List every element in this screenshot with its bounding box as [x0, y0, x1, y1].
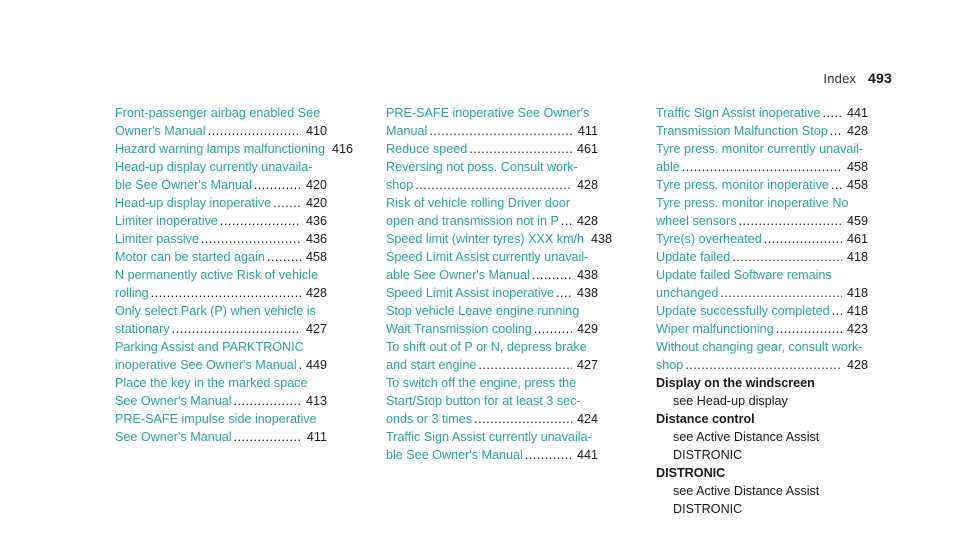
leader-dots: [830, 122, 842, 140]
page-ref: 438: [576, 286, 598, 300]
page-ref: 420: [305, 196, 327, 210]
index-entry[interactable]: [656, 338, 868, 374]
index-entry[interactable]: [386, 104, 598, 140]
entry-text: ble See Owner's Manual: [115, 178, 252, 192]
entry-text: Reduce speed: [386, 142, 468, 156]
page-ref: 423: [846, 322, 868, 336]
index-terms: [656, 374, 868, 518]
leader-dots: [273, 194, 301, 212]
page-ref: 411: [577, 124, 598, 138]
page-ref: 411: [306, 430, 327, 444]
entry-text: ble See Owner's Manual: [386, 448, 523, 462]
page-ref: 458: [846, 178, 868, 192]
index-term: Distance control: [656, 412, 755, 426]
index-entry[interactable]: [656, 104, 868, 122]
entry-text: PRE-SAFE impulse side inoperative: [115, 412, 317, 426]
leader-dots: [254, 176, 301, 194]
leader-dots: [234, 428, 301, 446]
index-entry[interactable]: [386, 428, 598, 464]
entry-text: Head-up display inoperative: [115, 196, 272, 210]
entry-text: able See Owner's Manual: [386, 268, 530, 282]
entry-text: Tyre(s) overheated: [656, 232, 762, 246]
entry-text: and start engine: [386, 358, 477, 372]
index-entry[interactable]: [656, 194, 868, 230]
index-entry[interactable]: [115, 374, 327, 410]
entry-text: stationary: [115, 322, 170, 336]
entry-text: Speed limit (winter tyres) XXX km/h: [386, 232, 585, 246]
page-ref: 436: [305, 214, 327, 228]
entry-text: PRE-SAFE inoperative See Owner's: [386, 106, 590, 120]
leader-dots: [469, 140, 572, 158]
page-ref: 410: [305, 124, 327, 138]
leader-dots: [172, 320, 301, 338]
index-entry[interactable]: [115, 266, 327, 302]
index-entry[interactable]: [115, 158, 327, 194]
entry-text: See Owner's Manual: [115, 430, 232, 444]
index-entry[interactable]: [115, 338, 327, 374]
entry-text: To shift out of P or N, depress brake: [386, 340, 587, 354]
index-term-block: [656, 464, 868, 518]
entry-text: Transmission Malfunction Stop: [656, 124, 828, 138]
index-entry[interactable]: [656, 140, 868, 176]
index-entry[interactable]: [115, 104, 327, 140]
entry-text: Risk of vehicle rolling Driver door: [386, 196, 571, 210]
page-ref: 438: [576, 268, 598, 282]
index-term: Display on the windscreen: [656, 376, 815, 390]
entry-text: Traffic Sign Assist currently unavaila-: [386, 430, 592, 444]
index-entry[interactable]: [386, 248, 598, 284]
entry-text: Update failed: [656, 250, 731, 264]
entry-text: Parking Assist and PARKTRONIC: [115, 340, 304, 354]
leader-dots: [534, 320, 572, 338]
index-entry[interactable]: [386, 194, 598, 230]
leader-dots: [685, 356, 842, 374]
entry-text: Tyre press. monitor inoperative: [656, 178, 829, 192]
page-ref: 428: [576, 214, 598, 228]
page-ref: 429: [576, 322, 598, 336]
page-number: 493: [868, 70, 892, 86]
index-entry[interactable]: [656, 248, 868, 266]
entry-text: Owner's Manual: [115, 124, 206, 138]
entry-text: unchanged: [656, 286, 719, 300]
page-ref: 436: [305, 232, 327, 246]
page-ref: 420: [305, 178, 327, 192]
index-column-3: [656, 104, 868, 518]
entry-text: Limiter inoperative: [115, 214, 218, 228]
entry-text: See Owner's Manual: [115, 394, 232, 408]
entry-text: wheel sensors: [656, 214, 737, 228]
entry-text: Limiter passive: [115, 232, 199, 246]
page-ref: 428: [846, 124, 868, 138]
see-reference[interactable]: see Active Distance Assist DISTRONIC: [673, 484, 820, 516]
entry-text: Hazard warning lamps malfunctioning: [115, 142, 325, 156]
entry-text: Wait Transmission cooling: [386, 322, 532, 336]
entry-text: Motor can be started again: [115, 250, 265, 264]
entry-text: shop: [386, 178, 414, 192]
leader-dots: [267, 248, 301, 266]
leader-dots: [151, 284, 301, 302]
entry-text: Without changing gear, consult work-: [656, 340, 863, 354]
leader-dots: [429, 122, 572, 140]
entry-text: Start/Stop button for at least 3 sec-: [386, 394, 581, 408]
index-term-block: [656, 410, 868, 464]
leader-dots: [732, 248, 842, 266]
leader-dots: [682, 158, 842, 176]
index-entry[interactable]: [115, 140, 353, 158]
leader-dots: [299, 356, 301, 374]
page-ref: 427: [305, 322, 327, 336]
section-label: Index: [823, 71, 857, 86]
page-header: [823, 70, 892, 86]
leader-dots: [561, 212, 572, 230]
leader-dots: [720, 284, 842, 302]
entry-text: Stop vehicle Leave engine running: [386, 304, 580, 318]
index-entry[interactable]: [386, 374, 598, 428]
page-ref: 458: [846, 160, 868, 174]
col3-entries: [656, 104, 868, 374]
page-ref: 416: [331, 142, 353, 156]
page-ref: 459: [846, 214, 868, 228]
entry-text: shop: [656, 358, 684, 372]
index-entry[interactable]: [115, 194, 327, 212]
page-ref: 441: [846, 106, 868, 120]
page-ref: 458: [305, 250, 327, 264]
page-ref: 428: [846, 358, 868, 372]
entry-text: Update failed Software remains: [656, 268, 832, 282]
leader-dots: [415, 176, 572, 194]
entry-text: To switch off the engine, press the: [386, 376, 577, 390]
entry-text: Head-up display currently unavaila-: [115, 160, 313, 174]
entry-text: Speed Limit Assist inoperative: [386, 286, 555, 300]
leader-dots: [556, 284, 572, 302]
entry-text: Speed Limit Assist currently unavail-: [386, 250, 589, 264]
page-ref: 413: [305, 394, 327, 408]
leader-dots: [208, 122, 301, 140]
page-ref: 418: [846, 304, 868, 318]
leader-dots: [478, 356, 572, 374]
index-entry[interactable]: [115, 248, 327, 266]
see-reference[interactable]: see Active Distance Assist DISTRONIC: [673, 430, 820, 462]
index-entry[interactable]: [656, 122, 868, 140]
entry-text: able: [656, 160, 680, 174]
page-ref: 418: [846, 250, 868, 264]
page-ref: 461: [576, 142, 598, 156]
page-ref: 424: [576, 412, 598, 426]
index-column-2: [386, 104, 613, 464]
page-ref: 438: [591, 232, 613, 246]
leader-dots: [234, 392, 301, 410]
leader-dots: [823, 104, 843, 122]
index-entry[interactable]: [656, 176, 868, 194]
leader-dots: [525, 446, 572, 464]
index-entry[interactable]: [386, 284, 598, 302]
leader-dots: [739, 212, 842, 230]
leader-dots: [474, 410, 572, 428]
leader-dots: [776, 320, 842, 338]
entry-text: onds or 3 times: [386, 412, 473, 426]
index-entry[interactable]: [115, 230, 327, 248]
index-entry[interactable]: [386, 338, 598, 374]
page-ref: 449: [305, 358, 327, 372]
entry-text: Front-passenger airbag enabled See: [115, 106, 321, 120]
entry-text: Only select Park (P) when vehicle is: [115, 304, 316, 318]
index-entry[interactable]: [656, 320, 868, 338]
index-entry[interactable]: [115, 212, 327, 230]
page-ref: 461: [846, 232, 868, 246]
page-ref: 428: [576, 178, 598, 192]
index-entry[interactable]: [656, 302, 868, 320]
entry-text: open and transmission not in P: [386, 214, 559, 228]
index-term: DISTRONIC: [656, 466, 726, 480]
leader-dots: [220, 212, 301, 230]
page-ref: 428: [305, 286, 327, 300]
leader-dots: [832, 302, 842, 320]
index-term-block: [656, 374, 868, 410]
leader-dots: [532, 266, 572, 284]
entry-text: Manual: [386, 124, 428, 138]
entry-text: Traffic Sign Assist inoperative: [656, 106, 821, 120]
index-entry[interactable]: [115, 410, 327, 446]
index-entry[interactable]: [386, 158, 598, 194]
entry-text: Tyre press. monitor currently unavail-: [656, 142, 864, 156]
entry-text: Place the key in the marked space: [115, 376, 308, 390]
entry-text: Update successfully completed: [656, 304, 830, 318]
page-ref: 441: [576, 448, 598, 462]
entry-text: N permanently active Risk of vehicle: [115, 268, 318, 282]
page-ref: 427: [576, 358, 598, 372]
see-reference[interactable]: see Head-up display: [673, 394, 788, 408]
entry-text: Wiper malfunctioning: [656, 322, 774, 336]
index-entry[interactable]: [386, 140, 598, 158]
leader-dots: [764, 230, 842, 248]
entry-text: inoperative See Owner's Manual: [115, 358, 297, 372]
index-column-1: [115, 104, 353, 446]
page-ref: 418: [846, 286, 868, 300]
index-entry[interactable]: [656, 230, 868, 248]
index-entry[interactable]: [115, 302, 327, 338]
index-entry[interactable]: [386, 230, 613, 248]
leader-dots: [831, 176, 842, 194]
index-entry[interactable]: [386, 302, 598, 338]
index-entry[interactable]: [656, 266, 868, 302]
entry-text: Tyre press. monitor inoperative No: [656, 196, 849, 210]
leader-dots: [201, 230, 301, 248]
entry-text: rolling: [115, 286, 149, 300]
entry-text: Reversing not poss. Consult work-: [386, 160, 578, 174]
